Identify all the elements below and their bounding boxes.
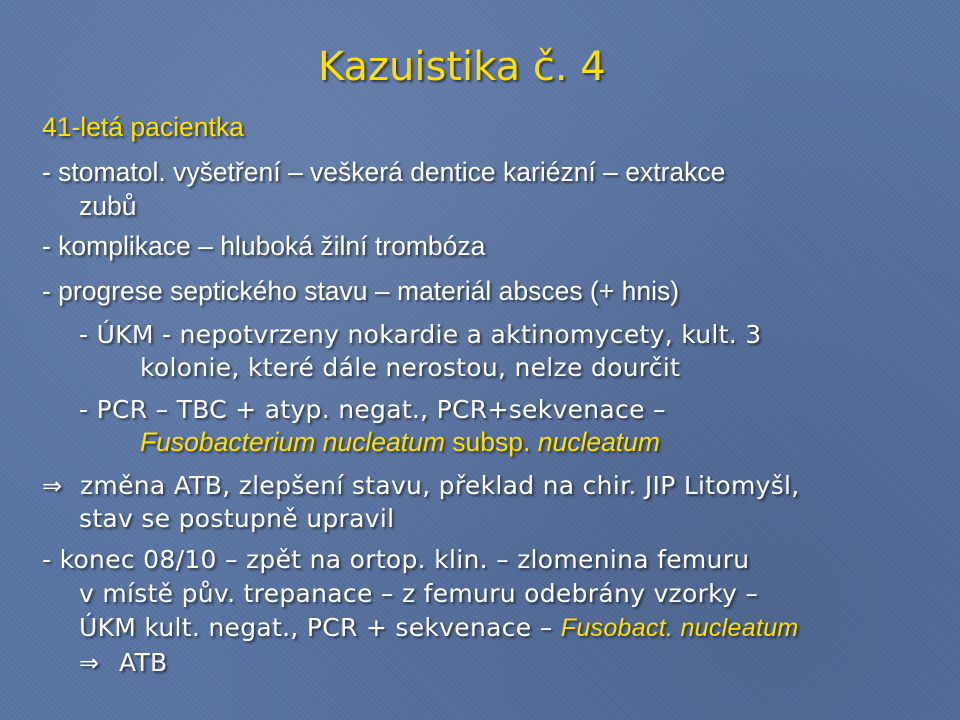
text-line-komplikace: - komplikace – hluboká žilní trombóza (42, 231, 486, 261)
text-line-stomatol-cont: zubů (79, 191, 137, 221)
text-line-ukm-final (79, 611, 799, 645)
subsp-label: subsp. (444, 427, 538, 457)
organism-subspecies: nucleatum (537, 427, 660, 457)
text-line-konec: - konec 08/10 – zpět na ortop. klin. – zlomenina femuru (42, 545, 750, 574)
slide-title: Kazuistika č. 4 (318, 44, 606, 90)
text-line-zmena-cont: stav se postupně upravil (79, 504, 395, 533)
implies-arrow-icon: ⇒ (79, 649, 100, 677)
text-line-ukm: - ÚKM - nepotvrzeny nokardie a aktinomycety, kult. 3 (79, 320, 762, 349)
zmena-text: změna ATB, zlepšení stavu, překlad na chir. JIP Litomyšl, (80, 471, 800, 500)
text-line-atb (79, 646, 167, 680)
text-line-konec-cont: v místě pův. trepanace – z femuru odebrány vzorky – (79, 579, 759, 608)
implies-arrow-icon: ⇒ (42, 472, 63, 500)
ukm-final-text: ÚKM kult. negat., PCR + sekvenace – (79, 613, 561, 642)
text-line-pcr: - PCR – TBC + atyp. negat., PCR+sekvenace – (79, 395, 666, 424)
patient-line: 41-letá pacientka (42, 112, 244, 142)
text-line-zmena (42, 469, 800, 503)
text-line-progrese: - progrese septického stavu – materiál absces (+ hnis) (42, 276, 680, 306)
organism-name: Fusobacterium nucleatum (140, 427, 445, 457)
atb-text: ATB (119, 648, 168, 677)
text-line-pcr-organism (140, 426, 660, 459)
text-line-ukm-cont: kolonie, které dále nerostou, nelze dourčit (140, 353, 681, 382)
organism-short: Fusobact. nucleatum (560, 614, 799, 642)
text-line-stomatol: - stomatol. vyšetření – veškerá dentice kariézní – extrakce (42, 157, 726, 187)
